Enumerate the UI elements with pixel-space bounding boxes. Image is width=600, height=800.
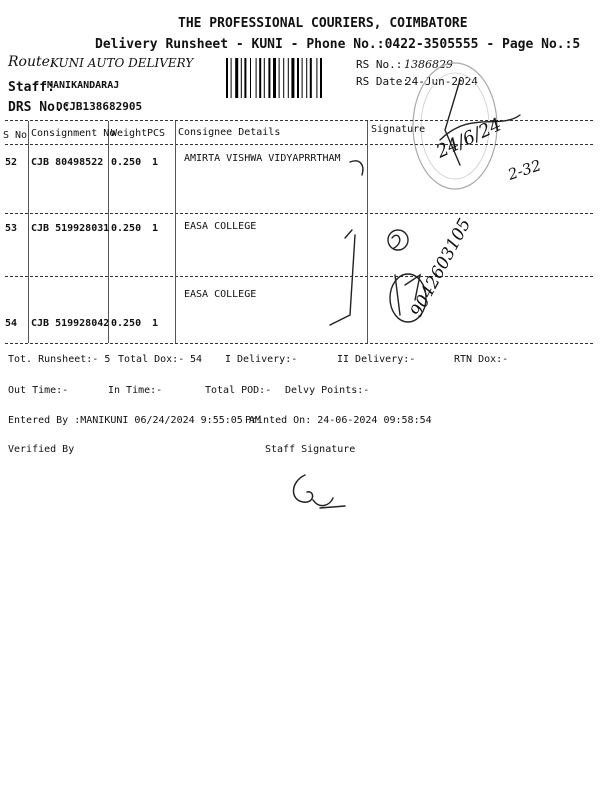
drs-value: DCJB138682905: [56, 100, 143, 113]
col-header-sno: S No: [3, 130, 28, 141]
rs-date-label: RS Date:: [356, 75, 409, 88]
printed-on: Printed On: 24-06-2024 09:58:54: [245, 415, 432, 426]
barcode-bar: [250, 58, 251, 98]
out-time: Out Time:-: [8, 385, 69, 396]
runsheet-title: Delivery Runsheet - KUNI - Phone No.:0422-3505555 - Page No.:5: [95, 37, 581, 52]
barcode-bar: [241, 58, 242, 98]
row-consignee: EASA COLLEGE: [184, 289, 257, 300]
barcode-bar: [288, 58, 289, 98]
drs-label: DRS No.:: [8, 100, 71, 115]
i-delivery: I Delivery:-: [225, 354, 298, 365]
barcode-bar: [231, 58, 232, 98]
barcode-bar: [268, 58, 270, 98]
total-dox-label: Total Dox:-: [118, 354, 185, 365]
row-pcs: 1: [152, 223, 159, 234]
table-bottom-rule: [5, 343, 593, 344]
barcode-bar: [306, 58, 307, 98]
row-sno: 52: [5, 157, 18, 168]
col-header-weight: Weight: [111, 128, 148, 139]
handwritten-phone: 9042603105: [406, 215, 476, 321]
row-weight: 0.250: [111, 223, 142, 234]
barcode-bar: [291, 58, 294, 98]
ii-delivery: II Delivery:-: [337, 354, 416, 365]
row-consignee: EASA COLLEGE: [184, 221, 257, 232]
staff-signature-mark: [285, 470, 355, 520]
barcode-bar: [279, 58, 280, 98]
staff-label: Staff:: [8, 80, 55, 95]
row-weight: 0.250: [111, 318, 142, 329]
col-header-pcs: PCS: [147, 128, 166, 139]
tot-runsheet: Tot. Runsheet:- 5: [8, 354, 111, 365]
rtn-dox: RTN Dox:-: [454, 354, 509, 365]
barcode-bar: [273, 58, 276, 98]
route-label: Route:: [8, 54, 55, 70]
total-dox-value: 54: [190, 354, 203, 365]
row-consignee: AMIRTA VISHWA VIDYAPRRTHAM: [184, 153, 341, 164]
in-time: In Time:-: [108, 385, 163, 396]
handwritten-time: 2-32: [505, 156, 544, 184]
verified-by: Verified By: [8, 444, 75, 455]
handwritten-signatures: [320, 70, 570, 340]
row-consignment-no: CJB 519928031: [31, 223, 110, 234]
staff-value: MANIKANDARAJ: [47, 80, 120, 91]
rs-no-label: RS No.:: [356, 58, 403, 71]
handwritten-date: 24/6/24: [433, 114, 506, 163]
company-title: THE PROFESSIONAL COURIERS, COIMBATORE: [178, 16, 468, 31]
barcode-bar: [302, 58, 303, 98]
barcode-bar: [310, 58, 312, 98]
delvy-points: Delvy Points:-: [285, 385, 370, 396]
barcode-bar: [259, 58, 261, 98]
col-header-signature: Signature: [371, 124, 426, 135]
staff-signature-label: Staff Signature: [265, 444, 356, 455]
row-consignment-no: CJB 80498522: [31, 157, 104, 168]
row-consignment-no: CJB 519928042: [31, 318, 110, 329]
barcode-bar: [235, 58, 238, 98]
col-divider: [175, 121, 176, 343]
route-value: KUNI AUTO DELIVERY: [50, 56, 194, 70]
entered-by: Entered By :MANIKUNI 06/24/2024 9:55:05 AM: [8, 415, 261, 426]
barcode-bar: [297, 58, 299, 98]
row-pcs: 1: [152, 157, 159, 168]
row-sno: 53: [5, 223, 18, 234]
total-pod: Total POD:-: [205, 385, 272, 396]
row-sno: 54: [5, 318, 18, 329]
col-header-consignment: Consignment No: [31, 128, 116, 139]
col-header-consignee: Consignee Details: [178, 127, 281, 138]
rs-no-value: 1386829: [404, 58, 453, 71]
col-divider: [28, 121, 29, 343]
barcode-bar: [316, 58, 317, 98]
barcode-bar: [226, 58, 228, 98]
row-pcs: 1: [152, 318, 159, 329]
barcode-bar: [283, 58, 284, 98]
barcode-bar: [264, 58, 265, 98]
barcode-bar: [244, 58, 246, 98]
rs-date-value: 24-Jun-2024: [405, 75, 478, 88]
barcode-bar: [256, 58, 257, 98]
row-weight: 0.250: [111, 157, 142, 168]
